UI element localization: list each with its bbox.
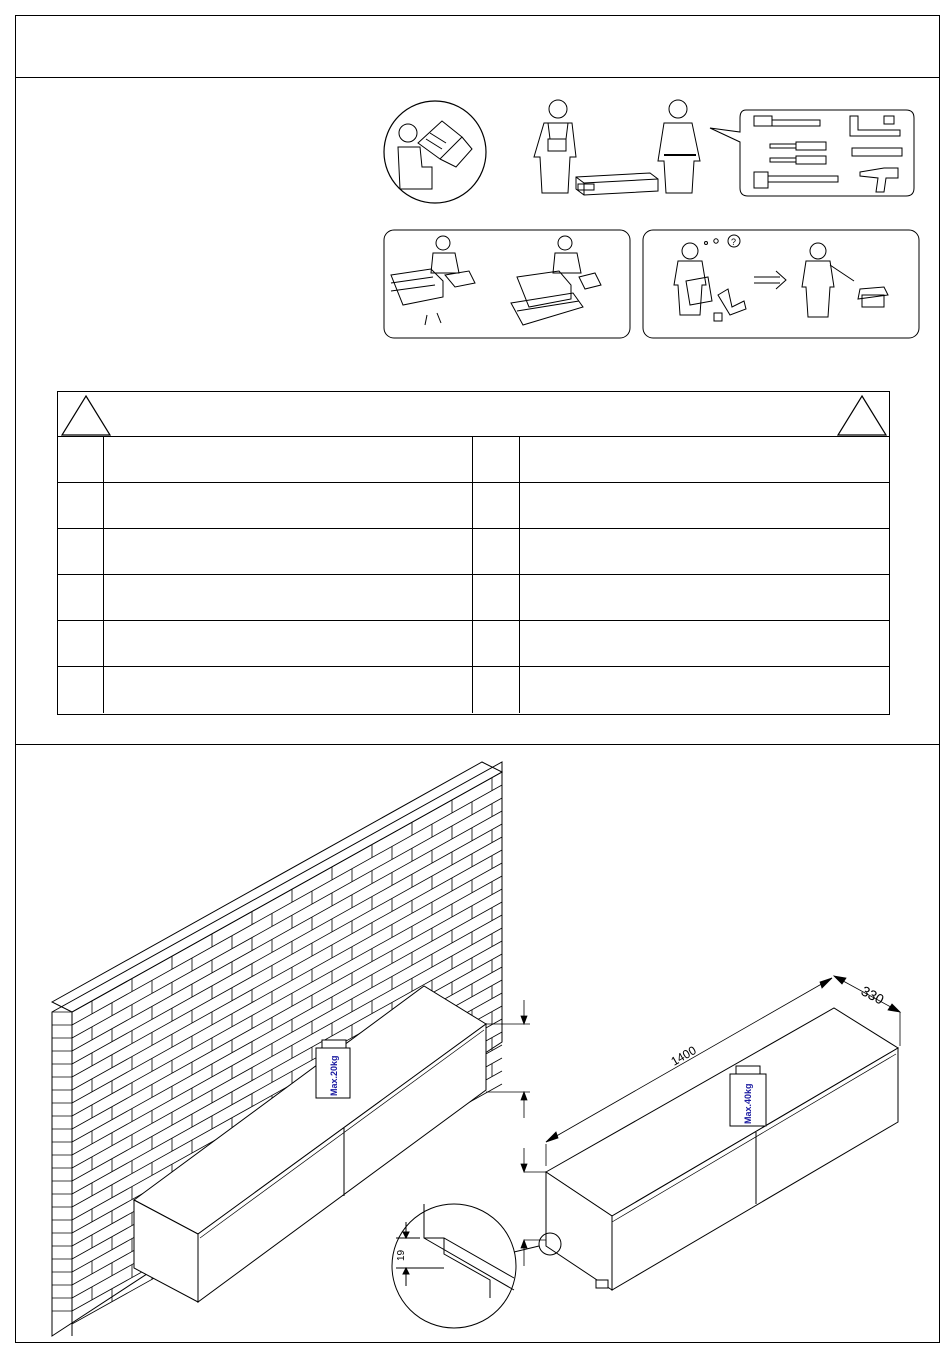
floor-load-label: Max.40kg <box>743 1083 753 1124</box>
brick-course-line <box>72 785 502 1025</box>
warning-text-right <box>520 483 889 529</box>
foot-height-label: 19 <box>396 1249 407 1261</box>
warning-number-left <box>57 437 104 483</box>
brick-course-line <box>72 772 502 1012</box>
warning-number-right <box>473 575 520 621</box>
warning-number-left <box>57 529 104 575</box>
warning-number-left <box>57 483 104 529</box>
wall-mount-diagram <box>0 746 950 1346</box>
warnings-header <box>58 392 889 437</box>
warning-number-right <box>473 667 520 713</box>
section-divider <box>15 744 940 745</box>
svg-text:?: ? <box>731 237 737 247</box>
warning-text-right <box>520 667 889 713</box>
two-person-carry-icon <box>520 95 720 200</box>
warning-number-right <box>473 437 520 483</box>
warning-text-left <box>104 621 473 667</box>
warning-number-right <box>473 529 520 575</box>
warning-triangle-right-icon <box>836 394 888 438</box>
width-dimension-label: 1400 <box>668 1043 699 1069</box>
warning-text-right <box>520 437 889 483</box>
warning-text-left <box>104 529 473 575</box>
wall-load-label: Max.20kg <box>329 1055 339 1096</box>
warning-number-left <box>57 667 104 713</box>
warning-number-right <box>473 621 520 667</box>
foot-detail-callout <box>392 1204 561 1328</box>
call-support-icon <box>642 229 920 339</box>
unpacking-floor-icon <box>383 229 631 339</box>
header-bar <box>15 15 940 78</box>
floor-cabinet <box>546 1008 898 1290</box>
warning-triangle-left-icon <box>60 394 112 438</box>
warning-text-right <box>520 529 889 575</box>
warning-text-left <box>104 667 473 713</box>
warning-text-right <box>520 621 889 667</box>
warning-text-left <box>104 575 473 621</box>
warning-text-left <box>104 483 473 529</box>
depth-dimension-label: 330 <box>858 982 887 1008</box>
tools-bubble-icon <box>708 106 918 198</box>
warning-text-right <box>520 575 889 621</box>
warning-text-left <box>104 437 473 483</box>
warning-number-left <box>57 575 104 621</box>
read-instructions-icon <box>380 97 490 207</box>
warning-number-left <box>57 621 104 667</box>
warning-number-right <box>473 483 520 529</box>
